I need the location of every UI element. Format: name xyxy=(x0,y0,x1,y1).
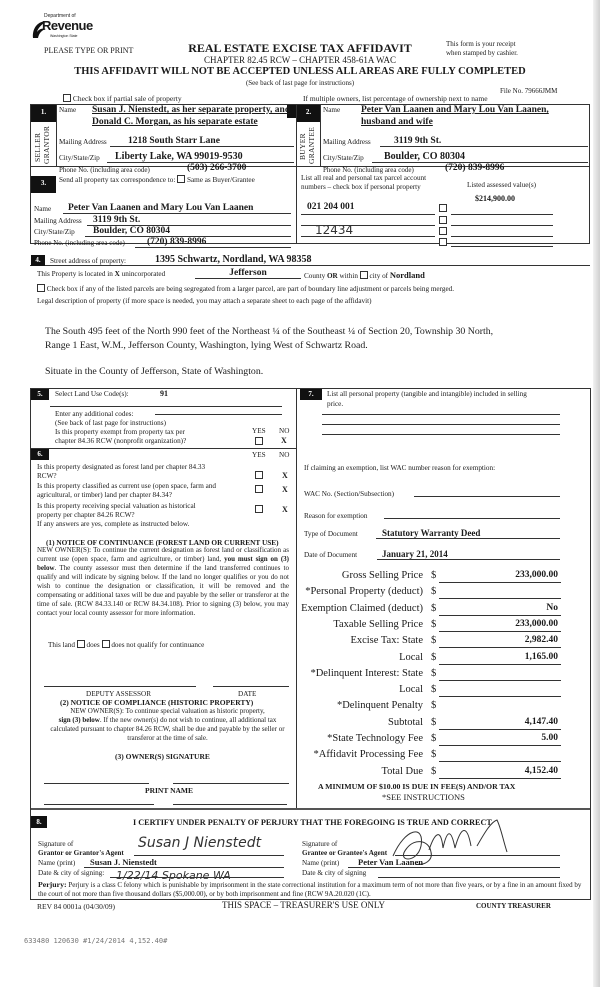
county-row-suffix xyxy=(304,270,425,280)
parcel-1-assessed-line xyxy=(451,214,553,215)
seller-label: SELLER xyxy=(33,132,42,162)
street-address-field[interactable]: 1395 Schwartz, Nordland, WA 98358 xyxy=(155,254,312,265)
section-5-number: 5. xyxy=(31,389,49,400)
exempt-no-mark[interactable]: X xyxy=(281,436,287,445)
legal-line2: Range 1 East, W.M., Jefferson County, Washington, lying West of Schwartz Road. xyxy=(45,340,368,351)
grantor-date-label: Date & city of signing: xyxy=(38,869,105,877)
owner-signature-line-1[interactable] xyxy=(44,783,149,784)
historic-no-mark[interactable]: X xyxy=(282,505,288,514)
tax-row xyxy=(300,619,590,634)
correspondence-label-row xyxy=(59,175,255,184)
tax-row-value[interactable]: 1,165.00 xyxy=(439,652,561,665)
perjury-bold: Perjury: xyxy=(38,880,67,889)
city-field[interactable]: Nordland xyxy=(389,270,425,280)
historic-question-line1: Is this property receiving special valuation as historical xyxy=(37,502,196,510)
historic-question-line2: property per chapter 84.26 RCW? xyxy=(37,511,135,519)
exempt-question xyxy=(55,428,186,446)
county-suffix: County xyxy=(304,272,326,280)
currency-symbol: $ xyxy=(431,716,437,728)
currency-symbol: $ xyxy=(431,635,437,647)
tax-row xyxy=(300,749,590,764)
legal-description[interactable] xyxy=(45,325,493,379)
personal-property-line-1[interactable] xyxy=(322,414,560,415)
grantor-date-field[interactable] xyxy=(110,866,284,882)
notice-continuance-text-b: . The county assessor must then determine if the land transferred continues to qualify and will indicate by signing below. If the land no longer qualifies or you do not wish to continue the designation or classification, it will be removed and the compensating or additional taxes will be due and payable by the seller or transferor at the time of sale. (RCW 84.33.140 or RCW 84.34.108). Prior to signing (3) below, you may contact your local county assessor for more information. xyxy=(37,564,289,617)
notice-compliance-line1: NEW OWNER(S): To continue special valuation as historic property, xyxy=(70,707,265,715)
additional-codes-label: Enter any additional codes: xyxy=(55,410,134,418)
wac-field[interactable] xyxy=(414,496,560,497)
parcel-4-assessed-line xyxy=(451,246,553,247)
tax-row xyxy=(300,733,590,748)
tax-row-label: *Personal Property (deduct) xyxy=(305,586,423,598)
tax-row xyxy=(300,586,590,601)
multiple-owners-note: If multiple owners, list percentage of ownership next to name xyxy=(303,94,488,103)
street-address-label: Street address of property: xyxy=(50,257,127,265)
buyer-label: BUYER xyxy=(298,133,307,161)
notice-continuance-title: (1) NOTICE OF CONTINUANCE (FOREST LAND OR CURRENT USE) xyxy=(46,538,279,547)
currency-symbol: $ xyxy=(431,684,437,696)
section-6-number: 6. xyxy=(31,449,49,460)
grantee-name-field[interactable]: Peter Van Laanen xyxy=(348,857,560,868)
grantee-signature-label xyxy=(302,840,387,858)
currency-symbol: $ xyxy=(431,749,437,761)
forest-no-mark[interactable]: X xyxy=(282,471,288,480)
buyer-name-line1[interactable]: Peter Van Laanen and Mary Lou Van Laanen, xyxy=(361,105,549,115)
historic-yes-checkbox[interactable] xyxy=(255,505,263,513)
exempt-yes-label: YES xyxy=(252,427,266,435)
currency-symbol: $ xyxy=(431,667,437,679)
personal-property-line-3[interactable] xyxy=(322,434,560,435)
perjury-text: Perjury is a class C felony which is punishable by imprisonment in the state correctional institution for a maximum term of not more than five years, or by a fine in an amount fixed by the court of not more than five thousand dollars ($5,000.00), or by both imprisonment and fine (RCW 9A.20.020 (1C). xyxy=(38,881,582,898)
section-8-number: 8. xyxy=(31,816,47,828)
does-not-label: does not qualify for continuance xyxy=(111,641,205,649)
tax-row-value[interactable]: 4,152.40 xyxy=(439,766,561,779)
seller-grantor-label xyxy=(33,125,53,164)
buyer-city-field[interactable]: Boulder, CO 80304 xyxy=(372,151,588,163)
corr-mailing-field[interactable]: 3119 9th St. xyxy=(87,215,291,226)
currency-symbol: $ xyxy=(431,700,437,712)
parcel-1-assessed-value[interactable]: $214,900.00 xyxy=(475,194,515,203)
additional-codes-field[interactable] xyxy=(155,414,282,415)
county-treasurer-label: COUNTY TREASURER xyxy=(476,902,551,910)
form-title: REAL ESTATE EXCISE TAX AFFIDAVIT xyxy=(188,41,412,55)
doc-date-label: Date of Document xyxy=(304,551,358,559)
parcel-1-personal-checkbox[interactable] xyxy=(439,204,447,212)
land-use-label: Select Land Use Code(s): xyxy=(55,390,129,398)
print-name-line-2[interactable] xyxy=(173,804,287,805)
partial-sale-label: Check box if partial sale of property xyxy=(72,94,182,103)
notice-continuance-bold: you must sign on (3) below xyxy=(37,555,289,572)
tax-row-label: Local xyxy=(399,651,423,663)
notice-continuance-text-a: NEW OWNER(S): To continue the current designation as forest land or classification as current use (open space, farm and agriculture, or timber) land, xyxy=(37,546,289,563)
perjury-notice xyxy=(38,880,588,899)
assessor-date-label: DATE xyxy=(238,690,257,698)
tax-row-value[interactable]: 4,147.40 xyxy=(439,717,561,730)
same-as-buyer-checkbox[interactable] xyxy=(177,175,185,183)
exempt-question-line1: Is this property exempt from property tax per xyxy=(55,428,185,436)
does-qualify-checkbox[interactable] xyxy=(77,640,85,648)
owner-signature-title: (3) OWNER(S) SIGNATURE xyxy=(115,752,210,761)
exemption-instruction: If claiming an exemption, list WAC number reason for exemption: xyxy=(304,464,496,472)
doc-date-field[interactable]: January 21, 2014 xyxy=(377,549,560,560)
tax-row-value[interactable]: 2,982.40 xyxy=(439,635,561,648)
currency-symbol: $ xyxy=(431,602,437,614)
county-field[interactable]: Jefferson xyxy=(195,268,301,279)
owner-signature-line-2[interactable] xyxy=(173,783,289,784)
parcel-2-assessed-line xyxy=(451,225,553,226)
current-use-no-mark[interactable]: X xyxy=(282,485,288,494)
grantor-sig-label-line2: Grantor or Grantor's Agent xyxy=(38,849,124,857)
notice-continuance-text xyxy=(37,546,289,618)
does-label: does xyxy=(86,641,100,649)
corr-name-label: Name xyxy=(34,205,52,213)
buyer-grantee-label xyxy=(298,126,318,164)
currency-symbol: $ xyxy=(431,651,437,663)
seller-city-field[interactable]: Liberty Lake, WA 99019-9530 xyxy=(107,151,294,163)
treasurer-use-only: THIS SPACE – TREASURER'S USE ONLY xyxy=(222,900,386,910)
revision-code: REV 84 0001a (04/30/09) xyxy=(37,902,115,911)
buyer-phone-label: Phone No. (including area code) xyxy=(323,166,414,174)
corr-mailing-label: Mailing Address xyxy=(34,217,82,225)
parcel-header-line2: numbers – check box if personal property xyxy=(301,183,421,191)
assessor-date-line[interactable] xyxy=(213,686,289,687)
notice-compliance-line2: . If the new owner(s) do not wish to continue, all additional tax calculated pursuant to chapter 84.26 RCW, shall be due and payable by the seller or transferor at the time of sale. xyxy=(50,716,285,742)
tax-row-value[interactable] xyxy=(439,700,561,713)
wac-label: WAC No. (Section/Subsection) xyxy=(304,490,395,498)
tax-row-label: *Delinquent Interest: State xyxy=(310,667,423,679)
grantor-signature-label xyxy=(38,840,124,858)
parcel-number-1[interactable]: 021 204 001 xyxy=(301,202,435,215)
grantor-signature: Susan J Nienstedt xyxy=(138,835,262,851)
completion-warning: THIS AFFIDAVIT WILL NOT BE ACCEPTED UNLESS ALL AREAS ARE FULLY COMPLETED xyxy=(74,66,526,77)
exempt-question-line2: chapter 84.36 RCW (nonprofit organization)? xyxy=(55,437,187,445)
receipt-note-line2: when stamped by cashier. xyxy=(446,49,518,57)
doc-type-field[interactable]: Statutory Warranty Deed xyxy=(376,528,560,539)
receipt-note xyxy=(446,40,518,58)
current-use-question xyxy=(37,482,252,500)
tax-row-value[interactable]: 233,000.00 xyxy=(439,570,561,583)
tax-row xyxy=(300,717,590,732)
minimum-due-note: A MINIMUM OF $10.00 IS DUE IN FEE(S) AND/OR TAX xyxy=(318,782,516,791)
grantor-name-label: Name (print) xyxy=(38,859,76,867)
tax-row-label: *State Technology Fee xyxy=(327,733,423,744)
legal-description-label: Legal description of property (if more space is needed, you may attach a separate sheet to each page of the affidavit) xyxy=(37,297,372,305)
currency-symbol: $ xyxy=(431,586,437,598)
buyer-city-label: City/State/Zip xyxy=(323,154,364,162)
grantor-sig-label-line1: Signature of xyxy=(38,840,74,848)
parcel-header-line1: List all real and personal tax parcel account xyxy=(301,174,427,182)
see-instructions-note: *SEE INSTRUCTIONS xyxy=(382,792,465,802)
buyer-mailing-field[interactable]: 3119 9th St. xyxy=(380,136,588,147)
does-not-qualify-checkbox[interactable] xyxy=(102,640,110,648)
tax-row-label: Taxable Selling Price xyxy=(333,618,423,630)
certification-title: I CERTIFY UNDER PENALTY OF PERJURY THAT THE FOREGOING IS TRUE AND CORRECT xyxy=(133,818,492,827)
buyer-name-label: Name xyxy=(323,106,341,114)
buyer-mailing-label: Mailing Address xyxy=(323,138,371,146)
section-7-number: 7. xyxy=(300,389,322,400)
legal-line1: The South 495 feet of the North 990 feet of the Northeast ¼ of the Southeast ¼ of Section 20, Township 30 North, xyxy=(45,326,494,337)
grantee-label: GRANTEE xyxy=(307,126,316,164)
buyer-phone-field[interactable]: (720) 839-8996 xyxy=(445,163,505,173)
type-or-print: PLEASE TYPE OR PRINT xyxy=(44,46,134,55)
parcel-2-personal-checkbox[interactable] xyxy=(439,216,447,224)
notice-compliance-title: (2) NOTICE OF COMPLIANCE (HISTORIC PROPERTY) xyxy=(60,698,254,707)
instructions-note: (See back of last page for instructions) xyxy=(245,79,355,87)
seller-name-label: Name xyxy=(59,106,77,114)
parcel-3-personal-checkbox[interactable] xyxy=(439,227,447,235)
corr-phone-field[interactable]: (720) 839-8996 xyxy=(135,237,291,248)
land-use-code[interactable]: 91 xyxy=(160,389,168,398)
tax-row-label: Total Due xyxy=(381,765,423,777)
designation-yes-header: YES xyxy=(252,451,266,459)
logo-state: Washington State xyxy=(50,34,78,38)
grantee-sig-label-line2: Grantee or Grantee's Agent xyxy=(302,849,388,857)
if-yes-note: If any answers are yes, complete as instructed below. xyxy=(37,520,190,528)
within-label: within xyxy=(339,272,358,280)
parcel-header xyxy=(301,174,426,192)
grantor-date-handwritten: 1/22/14 Spokane WA xyxy=(116,869,231,882)
parcel-3-assessed-line xyxy=(451,236,553,237)
tax-row xyxy=(300,570,590,585)
tax-row-value[interactable] xyxy=(439,749,561,762)
land-use-line xyxy=(50,406,282,407)
exemption-reason-field[interactable] xyxy=(384,518,560,519)
same-as-buyer-label: Same as Buyer/Grantee xyxy=(186,176,255,184)
receipt-note-line1: This form is your receipt xyxy=(446,40,516,48)
assessed-header: Listed assessed value(s) xyxy=(467,181,537,189)
parcel-4-personal-checkbox[interactable] xyxy=(439,238,447,246)
grantee-name-label: Name (print) xyxy=(302,859,340,867)
grantor-name-field[interactable]: Susan J. Nienstedt xyxy=(84,857,284,868)
currency-symbol: $ xyxy=(431,765,437,777)
grantor-label: GRANTOR xyxy=(42,125,51,164)
grantee-date-label: Date & city of signing xyxy=(302,869,367,877)
seller-phone-field[interactable]: (503) 266-3700 xyxy=(187,163,247,173)
buyer-name-line2[interactable]: husband and wife xyxy=(361,117,433,127)
personal-property-label-line1: List all personal property (tangible and intangible) included in selling xyxy=(327,390,527,398)
personal-property-label xyxy=(327,389,527,409)
designation-no-header: NO xyxy=(279,451,290,459)
forest-question xyxy=(37,463,247,481)
tax-row-value[interactable]: No xyxy=(439,603,561,616)
tax-row-label: Excise Tax: State xyxy=(350,635,423,647)
tax-row-label: Gross Selling Price xyxy=(341,570,423,581)
tax-row-label: Subtotal xyxy=(387,716,423,728)
unincorporated-mark[interactable]: X xyxy=(114,270,120,278)
forest-yes-checkbox[interactable] xyxy=(255,471,263,479)
corr-phone-label: Phone No. (including area code) xyxy=(34,239,125,247)
grantee-sig-label-line1: Signature of xyxy=(302,840,338,848)
seller-city-label: City/State/Zip xyxy=(59,154,100,162)
historic-question xyxy=(37,502,252,520)
forest-question-line2: RCW? xyxy=(37,472,57,480)
corr-name-field[interactable]: Peter Van Laanen and Mary Lou Van Laanen xyxy=(63,203,291,214)
tax-row xyxy=(300,603,590,618)
seller-mailing-label: Mailing Address xyxy=(59,138,107,146)
exempt-no-label: NO xyxy=(279,427,290,435)
grantee-date-field[interactable] xyxy=(378,866,560,878)
tax-row-label: Local xyxy=(399,684,423,696)
logo-line1: Department of xyxy=(44,13,76,19)
tax-row-value[interactable]: 5.00 xyxy=(439,733,561,746)
file-number: File No. 79666JMM xyxy=(500,87,558,95)
within-city-checkbox[interactable] xyxy=(360,271,368,279)
section-3-number: 3. xyxy=(31,176,56,193)
see-back-note: (See back of last page for instructions) xyxy=(55,419,166,427)
located-prefix: This Property is located in xyxy=(37,270,113,278)
city-of-label: city of xyxy=(369,272,389,280)
exemption-reason-label: Reason for exemption xyxy=(304,512,368,520)
correspondence-label: Send all property tax correspondence to: xyxy=(59,176,176,184)
tax-row xyxy=(300,635,590,650)
tax-row-value[interactable] xyxy=(439,684,561,697)
print-name-label: PRINT NAME xyxy=(145,786,193,795)
unincorporated-label: unincorporated xyxy=(121,270,166,278)
this-land-label: This land xyxy=(48,641,75,649)
grantor-signature-line[interactable] xyxy=(134,855,284,856)
section-1-number: 1. xyxy=(31,105,56,122)
tax-row xyxy=(300,652,590,667)
doc-type-label: Type of Document xyxy=(304,530,358,538)
deputy-assessor-line[interactable] xyxy=(44,686,196,687)
treasurer-stamp: 633480 120630 #1/24/2014 4,152.40# xyxy=(24,937,168,945)
tax-row-value[interactable] xyxy=(439,668,561,681)
segregated-label: Check box if any of the listed parcels are being segregated from a larger parcel, are part of boundary line adjustment or parcels being merged. xyxy=(46,285,455,293)
tax-row xyxy=(300,684,590,699)
tax-row xyxy=(300,700,590,715)
tax-row-value[interactable] xyxy=(439,586,561,599)
deputy-assessor-label: DEPUTY ASSESSOR xyxy=(86,690,152,698)
dor-logo xyxy=(30,12,93,42)
seller-name-line2[interactable]: Donald C. Morgan, as his separate estate xyxy=(92,117,258,127)
segregated-row xyxy=(37,284,454,293)
personal-property-line-2[interactable] xyxy=(322,424,560,425)
section-4-number: 4. xyxy=(31,255,45,266)
notice-compliance-text xyxy=(45,707,290,743)
page-edge-shadow xyxy=(593,0,600,987)
seller-name-line1[interactable]: Susan J. Nienstedt, as her separate property, and xyxy=(92,105,291,115)
or-label: OR xyxy=(326,272,338,280)
tax-row xyxy=(300,668,590,683)
current-use-question-line2: agricultural, or timber) land per chapter 84.34? xyxy=(37,491,172,499)
location-row xyxy=(37,270,165,278)
tax-row-label: *Affidavit Processing Fee xyxy=(313,749,423,761)
corr-city-field[interactable]: Boulder, CO 80304 xyxy=(85,226,291,237)
tax-row-value[interactable]: 233,000.00 xyxy=(439,619,561,632)
logo-word: Revenue xyxy=(42,18,93,33)
seller-mailing-field[interactable]: 1218 South Starr Lane xyxy=(110,136,294,147)
grantee-signature xyxy=(470,830,472,831)
tax-row xyxy=(300,766,590,781)
corr-city-label: City/State/Zip xyxy=(34,228,75,236)
currency-symbol: $ xyxy=(431,570,437,581)
situate-line: Situate in the County of Jefferson, State of Washington. xyxy=(45,366,264,377)
notice-compliance-bold: sign (3) below xyxy=(58,716,100,724)
tax-row-label: Exemption Claimed (deduct) xyxy=(301,602,423,614)
exempt-yes-checkbox[interactable] xyxy=(255,437,263,445)
currency-symbol: $ xyxy=(431,733,437,744)
form-subtitle: CHAPTER 82.45 RCW – CHAPTER 458-61A WAC xyxy=(204,55,396,65)
current-use-question-line1: Is this property classified as current use (open space, farm and xyxy=(37,482,217,490)
currency-symbol: $ xyxy=(431,618,437,630)
current-use-yes-checkbox[interactable] xyxy=(255,485,263,493)
tax-row-label: *Delinquent Penalty xyxy=(336,700,423,712)
segregated-checkbox[interactable] xyxy=(37,284,45,292)
seller-phone-label: Phone No. (including area code) xyxy=(59,166,150,174)
partial-sale-row xyxy=(63,94,182,103)
parcel-number-3-handwritten[interactable]: 12434 xyxy=(301,224,435,237)
forest-question-line1: Is this property designated as forest land per chapter 84.33 xyxy=(37,463,206,471)
personal-property-label-line2: price. xyxy=(327,400,344,408)
partial-sale-checkbox[interactable] xyxy=(63,94,71,102)
continuance-qualify-row xyxy=(48,640,204,649)
section-2-number: 2. xyxy=(297,105,320,122)
print-name-line-1[interactable] xyxy=(44,804,154,805)
